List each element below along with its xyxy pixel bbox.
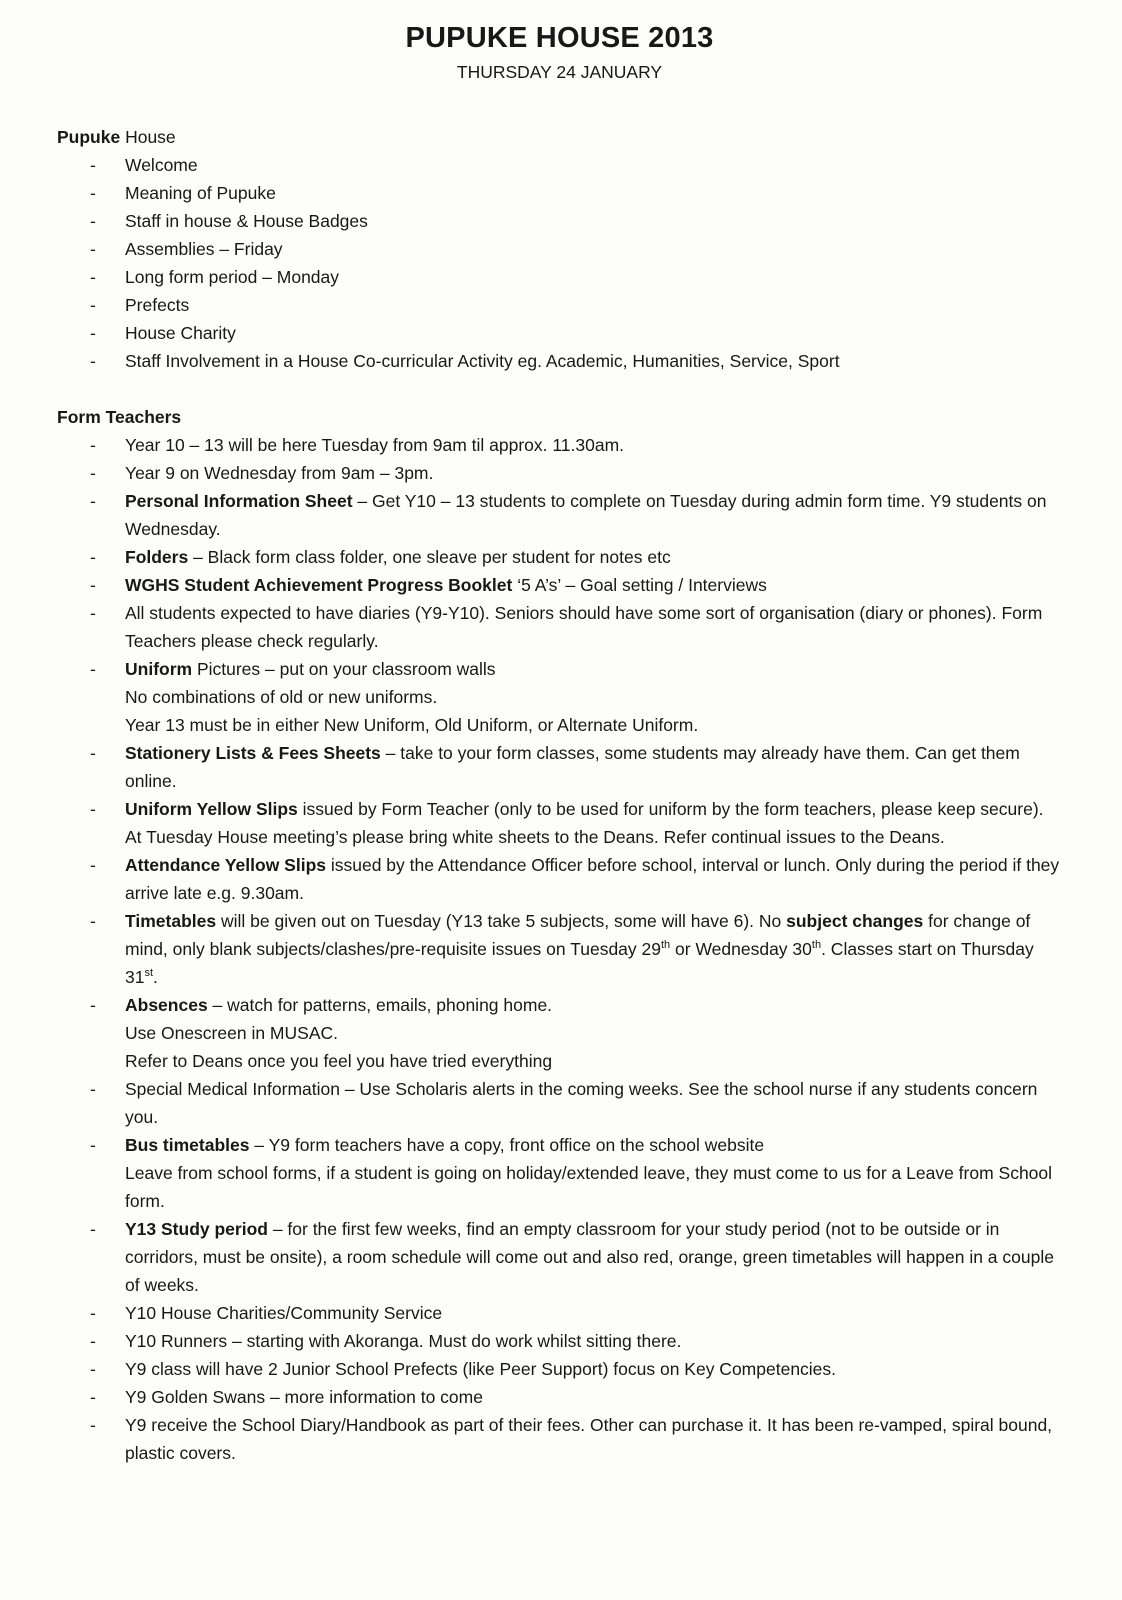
section-heading [57, 123, 1062, 151]
list-item-text [125, 1075, 1062, 1131]
document-title: PUPUKE HOUSE 2013 [405, 22, 714, 54]
bold-text: subject changes [786, 911, 924, 931]
bullet-dash: - [90, 295, 96, 315]
plain-text: Staff Involvement in a House Co-curricular Activity eg. Academic, Humanities, Service, Sport [125, 351, 840, 371]
bold-text: Folders [125, 547, 189, 567]
bold-text: Attendance Yellow Slips [125, 855, 326, 875]
list-item-text [125, 1327, 1062, 1355]
list-item-text [125, 739, 1062, 795]
plain-text: – Y9 form teachers have a copy, front office on the school website [249, 1135, 765, 1155]
bold-text: Personal Information Sheet [125, 491, 353, 511]
list-item-text [125, 655, 1062, 683]
list-item-text [125, 711, 1062, 739]
list-item-text [125, 151, 1062, 179]
superscript-text: th [660, 939, 671, 952]
list-item-text [125, 1215, 1062, 1299]
list-item [57, 1355, 1062, 1383]
bullet-dash: - [90, 183, 96, 203]
list-item [57, 319, 1062, 347]
list-item-text [125, 1159, 1062, 1215]
sections-mount [57, 123, 1062, 1467]
list-item-text [125, 1047, 1062, 1075]
list-item-text [125, 487, 1062, 543]
plain-text: Pictures – put on your classroom walls [192, 659, 496, 679]
list-item-text [125, 1299, 1062, 1327]
list-item [57, 1327, 1062, 1355]
plain-text: Y9 Golden Swans – more information to come [125, 1387, 483, 1407]
list-item-text [125, 291, 1062, 319]
list-item [57, 431, 1062, 459]
bullet-dash: - [90, 351, 96, 371]
document-subtitle: THURSDAY 24 JANUARY [456, 62, 663, 82]
bullet-dash: - [90, 1387, 96, 1407]
plain-text: Long form period – Monday [125, 267, 340, 287]
document-section [57, 403, 1062, 1467]
bullet-dash: - [90, 491, 96, 511]
bold-text: Timetables [125, 911, 217, 931]
bullet-dash: - [90, 1303, 96, 1323]
list-item [57, 683, 1062, 711]
plain-text: – take to your form classes, some students may already have them. Can get them online. [125, 743, 1020, 791]
bold-text: Absences [125, 995, 208, 1015]
bullet-dash: - [90, 575, 96, 595]
plain-text: No combinations of old or new uniforms. [125, 687, 438, 707]
plain-text: Meaning of Pupuke [125, 183, 276, 203]
list-item-text [125, 1019, 1062, 1047]
bullet-dash: - [90, 155, 96, 175]
section-heading-bold: Form Teachers [57, 407, 182, 427]
plain-text: Staff in house & House Badges [125, 211, 368, 231]
list-item [57, 487, 1062, 543]
bullet-dash: - [90, 1331, 96, 1351]
list-item [57, 599, 1062, 655]
list-item-text [125, 907, 1062, 991]
bullet-dash: - [90, 547, 96, 567]
bold-text: Stationery Lists & Fees Sheets [125, 743, 381, 763]
section-heading-rest: House [120, 127, 176, 147]
plain-text: . Classes start on Thursday 31 [125, 939, 1034, 987]
bullet-dash: - [90, 1079, 96, 1099]
list-item-text [125, 1383, 1062, 1411]
list-item [57, 991, 1062, 1019]
bullet-dash: - [90, 239, 96, 259]
list-item-text [125, 207, 1062, 235]
plain-text: Y10 House Charities/Community Service [125, 1303, 443, 1323]
bullet-dash: - [90, 1359, 96, 1379]
section-heading [57, 403, 1062, 431]
plain-text: Prefects [125, 295, 190, 315]
list-item-text [125, 431, 1062, 459]
plain-text: Use Onescreen in MUSAC. [125, 1023, 338, 1043]
bullet-dash [90, 683, 125, 711]
bullet-dash: - [90, 267, 96, 287]
bullet-dash: - [90, 659, 96, 679]
list-item [57, 1299, 1062, 1327]
list-item [57, 1159, 1062, 1215]
section-items [57, 431, 1062, 1467]
bullet-dash: - [90, 603, 96, 623]
list-item-text [125, 851, 1062, 907]
list-item [57, 851, 1062, 907]
plain-text: issued by Form Teacher (only to be used for uniform by the form teachers, please keep secure). At Tuesday House meeting’s please bring white sheets to the Deans. Refer continual issues to the Deans. [125, 799, 1044, 847]
plain-text: – watch for patterns, emails, phoning home. [207, 995, 553, 1015]
bullet-dash: - [90, 995, 96, 1015]
list-item [57, 711, 1062, 739]
bullet-dash: - [90, 1415, 96, 1435]
plain-text: Leave from school forms, if a student is going on holiday/extended leave, they must come to us for a Leave from School form. [125, 1163, 1053, 1211]
list-item [57, 1131, 1062, 1159]
bold-text: Uniform [125, 659, 193, 679]
plain-text: or Wednesday 30 [670, 939, 812, 959]
bullet-dash: - [90, 1219, 96, 1239]
plain-text: Refer to Deans once you feel you have tried everything [125, 1051, 553, 1071]
list-item [57, 207, 1062, 235]
list-item-text [125, 459, 1062, 487]
plain-text: Y9 class will have 2 Junior School Prefects (like Peer Support) focus on Key Competencies. [125, 1359, 837, 1379]
list-item [57, 459, 1062, 487]
list-item-text [125, 683, 1062, 711]
superscript-text: th [811, 939, 822, 952]
list-item-text [125, 991, 1062, 1019]
list-item [57, 1411, 1062, 1467]
bullet-dash: - [90, 1135, 96, 1155]
list-item-text [125, 263, 1062, 291]
list-item-text [125, 235, 1062, 263]
list-item [57, 1047, 1062, 1075]
list-item [57, 543, 1062, 571]
list-item [57, 571, 1062, 599]
list-item-text [125, 543, 1062, 571]
bold-text: Bus timetables [125, 1135, 250, 1155]
plain-text: for change of mind, only blank subjects/clashes/pre-requisite issues on Tuesday 29 [125, 911, 1031, 959]
bold-text: WGHS Student Achievement Progress Booklet [125, 575, 513, 595]
bullet-dash: - [90, 855, 96, 875]
list-item [57, 1075, 1062, 1131]
list-item [57, 347, 1062, 375]
list-item [57, 1019, 1062, 1047]
bullet-dash [90, 1019, 125, 1047]
bullet-dash [90, 711, 125, 739]
plain-text: Special Medical Information – Use Scholaris alerts in the coming weeks. See the school nurse if any students concern you. [125, 1079, 1038, 1127]
list-item-text [125, 319, 1062, 347]
list-item [57, 739, 1062, 795]
plain-text: . [153, 967, 158, 987]
plain-text: – Black form class folder, one sleave per student for notes etc [188, 547, 671, 567]
plain-text: Y9 receive the School Diary/Handbook as part of their fees. Other can purchase it. It has been re-vamped, spiral bound, plastic covers. [125, 1415, 1053, 1463]
bullet-dash: - [90, 799, 96, 819]
bullet-dash [90, 1159, 125, 1215]
list-item-text [125, 1355, 1062, 1383]
list-item-text [125, 1131, 1062, 1159]
list-item-text [125, 347, 1062, 375]
bullet-dash: - [90, 435, 96, 455]
superscript-text: st [144, 967, 154, 980]
section-items [57, 151, 1062, 375]
document-section [57, 123, 1062, 375]
bullet-dash: - [90, 743, 96, 763]
plain-text: Year 9 on Wednesday from 9am – 3pm. [125, 463, 434, 483]
list-item-text [125, 599, 1062, 655]
list-item [57, 179, 1062, 207]
list-item-text [125, 1411, 1062, 1467]
bold-text: Y13 Study period [125, 1219, 268, 1239]
plain-text: House Charity [125, 323, 236, 343]
section-heading-bold: Pupuke [57, 127, 121, 147]
plain-text: Welcome [125, 155, 198, 175]
bullet-dash: - [90, 211, 96, 231]
plain-text: – for the first few weeks, find an empty classroom for your study period (not to be outside or in corridors, must be onsite), a room schedule will come out and also red, orange, green timetables will happen in a couple of weeks. [125, 1219, 1054, 1295]
list-item-text [125, 571, 1062, 599]
plain-text: ‘5 A’s’ – Goal setting / Interviews [512, 575, 767, 595]
list-item [57, 263, 1062, 291]
plain-text: All students expected to have diaries (Y9-Y10). Seniors should have some sort of organisation (diary or phones). Form Teachers please check regularly. [125, 603, 1043, 651]
list-item [57, 1215, 1062, 1299]
list-item [57, 1383, 1062, 1411]
plain-text: will be given out on Tuesday (Y13 take 5 subjects, some will have 6). No [216, 911, 787, 931]
bullet-dash: - [90, 463, 96, 483]
list-item-text [125, 179, 1062, 207]
plain-text: Year 10 – 13 will be here Tuesday from 9am til approx. 11.30am. [125, 435, 625, 455]
list-item [57, 291, 1062, 319]
list-item [57, 907, 1062, 991]
plain-text: Year 13 must be in either New Uniform, Old Uniform, or Alternate Uniform. [125, 715, 699, 735]
bullet-dash: - [90, 911, 96, 931]
list-item [57, 151, 1062, 179]
plain-text: Assemblies – Friday [125, 239, 283, 259]
plain-text: – Get Y10 – 13 students to complete on Tuesday during admin form time. Y9 students on Wednesday. [125, 491, 1047, 539]
plain-text: Y10 Runners – starting with Akoranga. Must do work whilst sitting there. [125, 1331, 682, 1351]
bullet-dash: - [90, 323, 96, 343]
list-item [57, 795, 1062, 851]
list-item [57, 235, 1062, 263]
plain-text: issued by the Attendance Officer before school, interval or lunch. Only during the period if they arrive late e.g. 9.30am. [125, 855, 1060, 903]
list-item-text [125, 795, 1062, 851]
bullet-dash [90, 1047, 125, 1075]
bold-text: Uniform Yellow Slips [125, 799, 298, 819]
list-item [57, 655, 1062, 683]
